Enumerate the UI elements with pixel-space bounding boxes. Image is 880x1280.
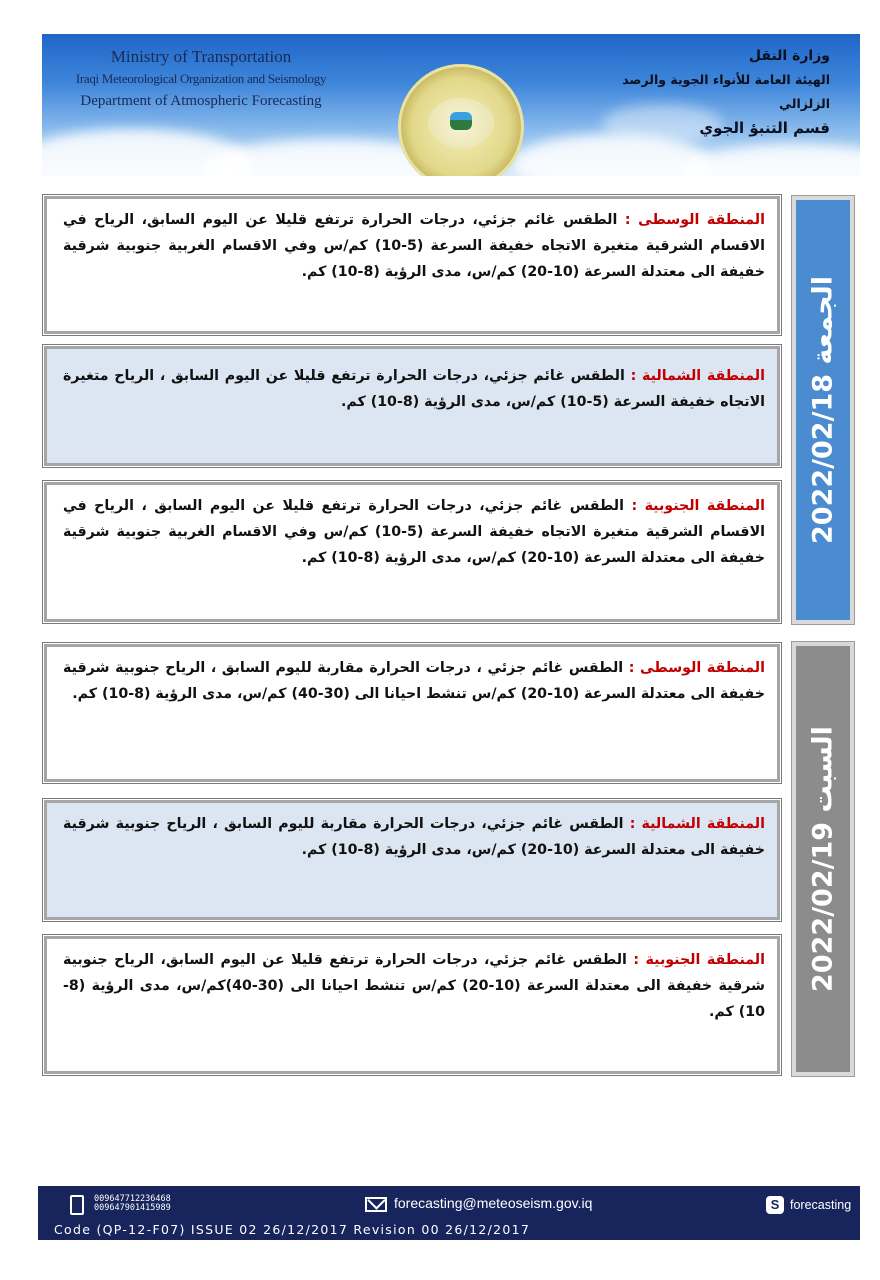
date-bar-day1 xyxy=(792,196,854,624)
skype-handle: forecasting xyxy=(790,1198,852,1212)
forecast-description: الطقس غائم جزئي، درجات الحرارة مقاربة لليوم السابق ، الرياح جنوبية شرقية خفيفة الى معتدلة السرعة (10-20) كم/س، مدى الرؤية (8-10) كم. xyxy=(63,816,765,858)
forecast-box-day1-north xyxy=(44,346,780,466)
forecast-description: الطقس غائم جزئي ، درجات الحرارة مقاربة لليوم السابق ، الرياح جنوبية شرقية خفيفة الى معتدلة السرعة (10-20) كم/س تنشط احيانا الى (30-40) كم/س، مدى الرؤية (8-10) كم. xyxy=(63,660,765,702)
logo-emblem-icon xyxy=(450,112,472,130)
mail-icon xyxy=(365,1197,387,1212)
skype-icon: S xyxy=(766,1196,784,1214)
organization-name-ar: الهيئة العامة للأنواء الجوية والرصد الزلزالي xyxy=(622,72,830,111)
date-label-day2: السبت 2022/02/19 xyxy=(807,726,839,992)
date-bar-day2 xyxy=(792,642,854,1076)
ministry-name-en: Ministry of Transportation xyxy=(110,47,292,66)
forecast-box-day2-central xyxy=(44,644,780,782)
forecast-description: الطقس غائم جزئي، درجات الحرارة ترتفع قليلا عن اليوم السابق ، الرياح متغيرة الاتجاه خفيفة السرعة (5-10) كم/س، مدى الرؤية (8-10) كم. xyxy=(63,368,765,410)
department-name-ar: قسم التنبؤ الجوي xyxy=(699,119,830,137)
forecast-description: الطقس غائم جزئي، درجات الحرارة ترتفع قليلا عن اليوم السابق، الرياح في الاقسام الشرقية متغيرة الاتجاه خفيفة السرعة (5-10) كم/س وفي الاقسام الغربية جنوبية شرقية خفيفة الى معتدلة السرعة (10-20) كم/س، مدى الرؤية (8-10) كم. xyxy=(63,212,765,280)
organization-name-en: Iraqi Meteorological Organization and Seismology xyxy=(75,71,327,86)
region-label: المنطقة الشمالية : xyxy=(630,368,765,384)
forecast-text xyxy=(63,363,765,415)
date-label-day1: الجمعة 2022/02/18 xyxy=(807,276,839,544)
forecast-box-day2-north xyxy=(44,800,780,920)
phone-number-2: 009647901415989 xyxy=(94,1203,171,1213)
forecast-box-day2-south xyxy=(44,936,780,1074)
region-label: المنطقة الجنوبية : xyxy=(633,952,765,968)
header-banner xyxy=(42,34,860,176)
phone-number-1: 009647712236468 xyxy=(94,1194,171,1204)
footer-bar xyxy=(38,1186,860,1240)
forecast-description: الطقس غائم جزئي، درجات الحرارة ترتفع قليلا عن اليوم السابق ، الرياح في الاقسام الشرقية متغيرة الاتجاه خفيفة السرعة (5-10) كم/س وفي الاقسام الغربية جنوبية شرقية خفيفة الى معتدلة السرعة (10-20) كم/س، مدى الرؤية (8-10) كم. xyxy=(63,498,765,566)
region-label: المنطقة الجنوبية : xyxy=(631,498,765,514)
department-name-en: Department of Atmospheric Forecasting xyxy=(80,93,322,109)
header-english-block xyxy=(56,46,346,112)
region-label: المنطقة الشمالية : xyxy=(629,816,765,832)
contact-email[interactable]: forecasting@meteoseism.gov.iq xyxy=(394,1195,593,1211)
forecast-text xyxy=(63,947,765,1025)
region-label: المنطقة الوسطى : xyxy=(624,212,765,228)
header-arabic-block xyxy=(570,44,830,140)
forecast-box-day1-central xyxy=(44,196,780,334)
region-label: المنطقة الوسطى : xyxy=(628,660,765,676)
forecast-text xyxy=(63,655,765,707)
forecast-box-day1-south xyxy=(44,482,780,622)
phone-numbers xyxy=(94,1195,171,1213)
organization-logo xyxy=(398,64,524,176)
forecast-description: الطقس غائم جزئي، درجات الحرارة ترتفع قليلا عن اليوم السابق، الرياح جنوبية شرقية خفيفة الى معتدلة السرعة (10-20) كم/س تنشط احيانا الى (30-40)كم/س، مدى الرؤية (8-10) كم. xyxy=(63,952,766,1020)
phone-icon xyxy=(70,1195,84,1215)
document-code-line: Code (QP-12-F07) ISSUE 02 26/12/2017 Revision 00 26/12/2017 xyxy=(54,1222,531,1237)
forecast-text xyxy=(63,207,765,285)
forecast-text xyxy=(63,493,765,571)
ministry-name-ar: وزارة النقل xyxy=(748,48,830,64)
forecast-text xyxy=(63,811,765,863)
